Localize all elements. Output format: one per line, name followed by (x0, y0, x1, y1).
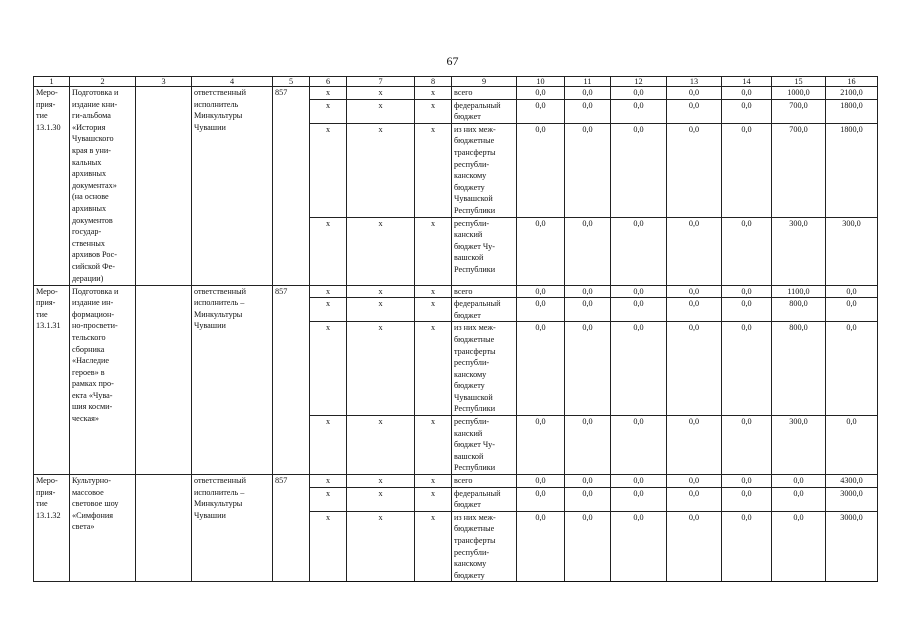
measure-code: Меро- прия- тие 13.1.32 (34, 475, 70, 582)
code-cell: x (347, 416, 415, 475)
amount-cell: 800,0 (772, 298, 826, 322)
funding-source: федеральный бюджет (452, 99, 517, 123)
measure-code: Меро- прия- тие 13.1.30 (34, 87, 70, 286)
amount-cell: 0,0 (722, 487, 772, 511)
amount-cell: 0,0 (611, 298, 667, 322)
amount-cell: 300,0 (826, 217, 878, 285)
column-number: 9 (452, 77, 517, 87)
code-cell: x (415, 87, 452, 100)
amount-cell: 0,0 (667, 298, 722, 322)
amount-cell: 0,0 (722, 416, 772, 475)
code-cell: x (415, 298, 452, 322)
amount-cell: 0,0 (611, 487, 667, 511)
amount-cell: 0,0 (826, 285, 878, 298)
amount-cell: 0,0 (565, 298, 611, 322)
code-cell: x (310, 511, 347, 582)
measure-name: Подготовка и издание ин- формацион- но-просвети- тельского сборника «Наследие героев» в рамках про- екта «Чува- шия косми- ческая» (70, 285, 136, 475)
amount-cell: 1800,0 (826, 99, 878, 123)
amount-cell: 0,0 (517, 285, 565, 298)
column-number: 5 (273, 77, 310, 87)
amount-cell: 700,0 (772, 99, 826, 123)
amount-cell: 0,0 (722, 322, 772, 416)
table-row (34, 475, 878, 488)
code-cell: x (310, 475, 347, 488)
amount-cell: 4300,0 (826, 475, 878, 488)
funding-source: республи- канский бюджет Чу- вашской Республики (452, 416, 517, 475)
funding-source: всего (452, 285, 517, 298)
funding-source: всего (452, 475, 517, 488)
code-cell: x (310, 87, 347, 100)
code-cell: x (347, 87, 415, 100)
amount-cell: 1800,0 (826, 123, 878, 217)
column-number: 12 (611, 77, 667, 87)
amount-cell: 0,0 (722, 511, 772, 582)
empty-cell (136, 285, 192, 475)
amount-cell: 0,0 (772, 475, 826, 488)
measure-name: Культурно- массовое световое шоу «Симфония света» (70, 475, 136, 582)
amount-cell: 0,0 (611, 285, 667, 298)
amount-cell: 700,0 (772, 123, 826, 217)
amount-cell: 0,0 (517, 217, 565, 285)
budget-table (33, 76, 878, 582)
amount-cell: 0,0 (517, 87, 565, 100)
amount-cell: 0,0 (611, 217, 667, 285)
amount-cell: 0,0 (722, 298, 772, 322)
amount-cell: 0,0 (517, 298, 565, 322)
amount-cell: 800,0 (772, 322, 826, 416)
code-cell: x (415, 487, 452, 511)
amount-cell: 0,0 (517, 99, 565, 123)
table-row (34, 285, 878, 298)
responsible-executor: ответственный исполнитель – Минкультуры Чувашии (192, 475, 273, 582)
amount-cell: 2100,0 (826, 87, 878, 100)
amount-cell: 0,0 (517, 123, 565, 217)
amount-cell: 0,0 (611, 511, 667, 582)
amount-cell: 0,0 (517, 511, 565, 582)
code-cell: x (347, 217, 415, 285)
amount-cell: 0,0 (565, 416, 611, 475)
code-cell: x (347, 285, 415, 298)
amount-cell: 0,0 (826, 298, 878, 322)
amount-cell: 0,0 (517, 475, 565, 488)
empty-cell (136, 87, 192, 286)
column-number-row (34, 77, 878, 87)
amount-cell: 0,0 (565, 285, 611, 298)
code-cell: x (310, 322, 347, 416)
code-cell: x (347, 511, 415, 582)
code-cell: x (415, 99, 452, 123)
amount-cell: 0,0 (517, 487, 565, 511)
amount-cell: 0,0 (565, 487, 611, 511)
column-number: 11 (565, 77, 611, 87)
amount-cell: 0,0 (667, 285, 722, 298)
amount-cell: 0,0 (667, 322, 722, 416)
amount-cell: 0,0 (565, 511, 611, 582)
amount-cell: 0,0 (565, 475, 611, 488)
funding-source: федеральный бюджет (452, 298, 517, 322)
amount-cell: 3000,0 (826, 511, 878, 582)
amount-cell: 3000,0 (826, 487, 878, 511)
column-number: 14 (722, 77, 772, 87)
empty-cell (136, 475, 192, 582)
amount-cell: 0,0 (826, 322, 878, 416)
code-cell: x (347, 322, 415, 416)
grbs-code: 857 (273, 475, 310, 582)
code-cell: x (415, 475, 452, 488)
funding-source: республи- канский бюджет Чу- вашской Республики (452, 217, 517, 285)
amount-cell: 1100,0 (772, 285, 826, 298)
column-number: 8 (415, 77, 452, 87)
amount-cell: 0,0 (565, 123, 611, 217)
code-cell: x (415, 511, 452, 582)
column-number: 13 (667, 77, 722, 87)
column-number: 6 (310, 77, 347, 87)
amount-cell: 0,0 (772, 511, 826, 582)
amount-cell: 0,0 (826, 416, 878, 475)
responsible-executor: ответственный исполнитель – Минкультуры Чувашии (192, 285, 273, 475)
amount-cell: 300,0 (772, 416, 826, 475)
amount-cell: 0,0 (722, 123, 772, 217)
amount-cell: 0,0 (611, 475, 667, 488)
amount-cell: 0,0 (667, 475, 722, 488)
code-cell: x (310, 416, 347, 475)
amount-cell: 0,0 (667, 487, 722, 511)
grbs-code: 857 (273, 285, 310, 475)
code-cell: x (415, 322, 452, 416)
amount-cell: 0,0 (722, 285, 772, 298)
funding-source: из них меж- бюджетные трансферты республи- канскому бюджету Чувашской Республики (452, 123, 517, 217)
column-number: 15 (772, 77, 826, 87)
code-cell: x (310, 217, 347, 285)
amount-cell: 0,0 (611, 87, 667, 100)
amount-cell: 0,0 (667, 416, 722, 475)
amount-cell: 0,0 (611, 416, 667, 475)
code-cell: x (347, 99, 415, 123)
column-number: 1 (34, 77, 70, 87)
column-number: 10 (517, 77, 565, 87)
code-cell: x (415, 123, 452, 217)
amount-cell: 0,0 (667, 99, 722, 123)
amount-cell: 0,0 (667, 87, 722, 100)
column-number: 3 (136, 77, 192, 87)
grbs-code: 857 (273, 87, 310, 286)
amount-cell: 0,0 (667, 123, 722, 217)
code-cell: x (347, 123, 415, 217)
code-cell: x (347, 298, 415, 322)
funding-source: из них меж- бюджетные трансферты республи- канскому бюджету Чувашской Республики (452, 322, 517, 416)
funding-source: из них меж- бюджетные трансферты республи- канскому бюджету (452, 511, 517, 582)
measure-code: Меро- прия- тие 13.1.31 (34, 285, 70, 475)
amount-cell: 0,0 (722, 87, 772, 100)
code-cell: x (310, 99, 347, 123)
funding-source: федеральный бюджет (452, 487, 517, 511)
code-cell: x (415, 416, 452, 475)
funding-source: всего (452, 87, 517, 100)
column-number: 4 (192, 77, 273, 87)
amount-cell: 0,0 (565, 99, 611, 123)
code-cell: x (415, 217, 452, 285)
code-cell: x (310, 298, 347, 322)
amount-cell: 0,0 (565, 322, 611, 416)
code-cell: x (310, 123, 347, 217)
amount-cell: 0,0 (722, 99, 772, 123)
amount-cell: 0,0 (517, 322, 565, 416)
responsible-executor: ответственный исполнитель Минкультуры Чувашии (192, 87, 273, 286)
code-cell: x (347, 487, 415, 511)
amount-cell: 0,0 (667, 217, 722, 285)
amount-cell: 0,0 (667, 511, 722, 582)
column-number: 16 (826, 77, 878, 87)
amount-cell: 0,0 (772, 487, 826, 511)
amount-cell: 0,0 (722, 217, 772, 285)
code-cell: x (310, 285, 347, 298)
amount-cell: 300,0 (772, 217, 826, 285)
amount-cell: 0,0 (517, 416, 565, 475)
amount-cell: 0,0 (611, 123, 667, 217)
table-row (34, 87, 878, 100)
amount-cell: 0,0 (611, 322, 667, 416)
code-cell: x (347, 475, 415, 488)
amount-cell: 0,0 (611, 99, 667, 123)
measure-name: Подготовка и издание кни- ги-альбома «История Чувашского края в уни- кальных архивных документах» (на основе архивных документов государ- ственных архивов Рос- сийской Фе- дерации) (70, 87, 136, 286)
code-cell: x (415, 285, 452, 298)
amount-cell: 1000,0 (772, 87, 826, 100)
code-cell: x (310, 487, 347, 511)
page-number: 67 (446, 54, 459, 68)
amount-cell: 0,0 (565, 217, 611, 285)
amount-cell: 0,0 (565, 87, 611, 100)
column-number: 2 (70, 77, 136, 87)
amount-cell: 0,0 (722, 475, 772, 488)
column-number: 7 (347, 77, 415, 87)
